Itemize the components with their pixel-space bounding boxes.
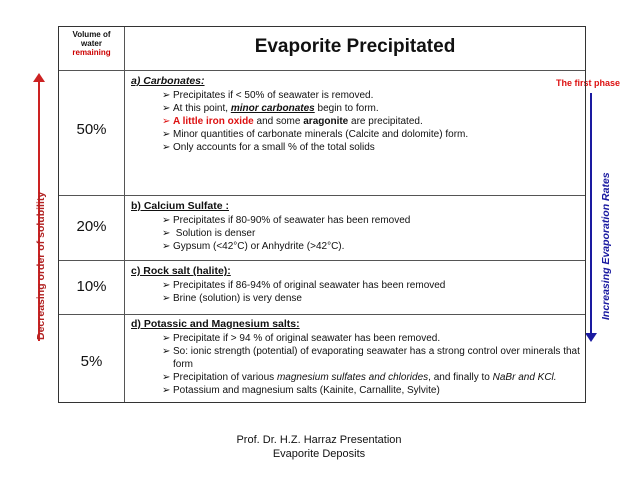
footer-line1: Prof. Dr. H.Z. Harraz Presentation (236, 434, 402, 446)
arrow-down-icon (585, 333, 597, 342)
bullet-bold: aragonite (303, 116, 349, 127)
arrow-shaft (590, 93, 592, 335)
bullet-text: are precipitated. (348, 116, 423, 127)
table-row (59, 260, 585, 315)
bullet-item (162, 214, 585, 227)
bullet-item (162, 345, 585, 371)
arrow-bullet-icon: ➢ (162, 280, 171, 291)
percent-value: 5% (80, 353, 103, 370)
bullet-item (162, 141, 585, 154)
bullet-text: At this point, (173, 103, 231, 114)
arrow-bullet-icon: ➢ (162, 293, 171, 304)
bullet-item (162, 332, 585, 345)
footer-caption (0, 433, 638, 461)
percent-cell (59, 315, 125, 402)
bullet-item (162, 115, 585, 128)
bullet-text: , and finally to (428, 372, 493, 383)
arrow-bullet-icon: ➢ (162, 90, 171, 101)
volume-header (59, 27, 125, 70)
bullet-text: and some (253, 116, 304, 127)
bullet-item (162, 240, 585, 253)
bullet-item (162, 279, 585, 292)
solubility-label: Decreasing order of solubility (35, 191, 47, 340)
bullet-italic: magnesium sulfates and chlorides (276, 372, 429, 383)
bullet-text: Gypsum (<42°C) or Anhydrite (>42°C). (173, 241, 345, 252)
section-title (131, 75, 585, 87)
evaporite-table (58, 26, 586, 403)
percent-cell (59, 196, 125, 261)
section-title-text: a) Carbonates: (131, 75, 205, 87)
evaporation-label: Increasing Evaporation Rates (600, 172, 612, 320)
arrow-bullet-icon: ➢ (162, 372, 171, 383)
arrow-bullet-icon: ➢ (162, 142, 171, 153)
bullet-highlight: A little iron oxide (173, 116, 254, 127)
content-cell (125, 71, 585, 196)
bullet-item (162, 102, 585, 115)
bullet-text: Precipitates if 80-90% of seawater has been removed (173, 215, 411, 226)
bullet-text: Precipitates if < 50% of seawater is removed. (173, 90, 374, 101)
volume-header-line1: Volume of (72, 30, 111, 39)
bullet-text: Solution is denser (173, 228, 256, 239)
bullet-italic: NaBr and KCl. (492, 372, 557, 383)
bullet-text: Only accounts for a small % of the total solids (173, 142, 375, 153)
header-row (59, 27, 585, 70)
arrow-bullet-icon: ➢ (162, 228, 171, 239)
section-title: b) Calcium Sulfate : (131, 200, 230, 212)
bullet-text: Brine (solution) is very dense (173, 293, 302, 304)
table-row (59, 314, 585, 402)
content-cell (125, 261, 585, 315)
percent-cell (59, 261, 125, 315)
arrow-bullet-icon: ➢ (162, 116, 171, 127)
bullet-item (162, 89, 585, 102)
bullet-text: begin to form. (314, 103, 379, 114)
bullet-text: Precipitate if > 94 % of original seawater has been removed. (173, 333, 441, 344)
section-title: c) Rock salt (halite): (131, 265, 231, 277)
bullet-text: Precipitates if 86-94% of original seawater has been removed (173, 280, 446, 291)
arrow-bullet-icon: ➢ (162, 129, 171, 140)
content-cell (125, 196, 585, 261)
section-title: d) Potassic and Magnesium salts: (131, 318, 300, 330)
bullet-emphasis: minor carbonates (230, 103, 315, 114)
content-cell (125, 315, 585, 402)
arrow-bullet-icon: ➢ (162, 346, 171, 357)
bullet-text: Potassium and magnesium salts (Kainite, Carnallite, Sylvite) (173, 385, 440, 396)
percent-cell (59, 71, 125, 196)
table-title: Evaporite Precipitated (254, 36, 456, 57)
bullet-text: Precipitation of various (173, 372, 277, 383)
volume-header-line3: remaining (72, 48, 111, 57)
percent-value: 10% (76, 278, 107, 295)
volume-header-line2: water (81, 39, 102, 48)
bullet-item (162, 371, 585, 384)
bullet-text: So: ionic strength (potential) of evaporating seawater has a strong control over minerals that form (173, 346, 580, 370)
arrow-bullet-icon: ➢ (162, 385, 171, 396)
bullet-item (162, 227, 585, 240)
percent-value: 50% (76, 121, 107, 138)
percent-value: 20% (76, 218, 107, 235)
arrow-bullet-icon: ➢ (162, 333, 171, 344)
bullet-text: Minor quantities of carbonate minerals (Calcite and dolomite) form. (173, 129, 469, 140)
arrow-bullet-icon: ➢ (162, 103, 171, 114)
footer-line2: Evaporite Deposits (272, 448, 366, 460)
bullet-item (162, 128, 585, 141)
first-phase-label: The first phase (556, 78, 621, 88)
bullet-item (162, 384, 585, 397)
arrow-bullet-icon: ➢ (162, 241, 171, 252)
bullet-item (162, 292, 585, 305)
table-row (59, 195, 585, 261)
table-row (59, 70, 585, 196)
arrow-bullet-icon: ➢ (162, 215, 171, 226)
